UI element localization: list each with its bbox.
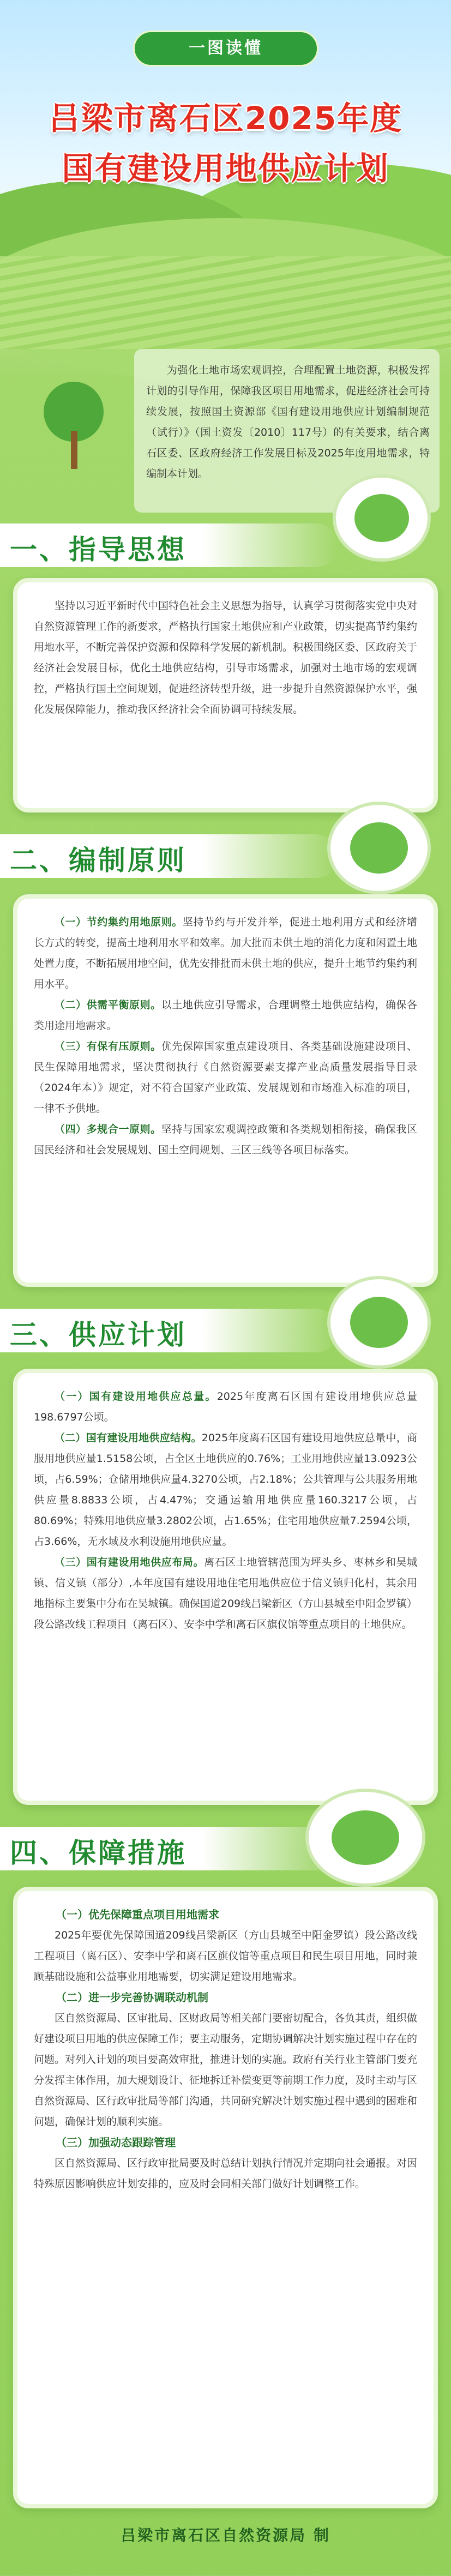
header-badge: 一图读懂 <box>133 31 318 67</box>
section-card-guiding <box>13 578 438 812</box>
supply-text: 2025年度离石区国有建设用地供应总量中，商服用地供应量1.5158公顷，占全区土地供应的0.76%；工业用地供应量13.0923公顷，占6.59%；仓储用地供应量4.3270公顷，占2.18%；公共管理与公共服务用地供应量8.8833公顷，占4.47%；交通运输用地供应量160.3217公顷，占80.69%；特殊用地供应量3.2802公顷，占1.65%；住宅用地供应量7.2594公顷，占3.66%，无水域及水利设施用地供应量。 <box>34 1432 417 1548</box>
supply-item <box>34 1428 417 1552</box>
island-inner <box>354 494 410 543</box>
tree-trunk <box>71 431 77 469</box>
principle-lead: （三）有保有压原则。 <box>55 1040 161 1052</box>
section-title: 三、供应计划 <box>10 1319 187 1351</box>
supply-text: 2025年度离石区国有建设用地供应总量198.6797公顷。 <box>34 1391 417 1423</box>
section-card-measures <box>13 1887 438 2508</box>
principle-lead: （二）供需平衡原则。 <box>55 999 161 1011</box>
principle-lead: （四）多规合一原则。 <box>55 1123 161 1135</box>
section-card-supply-plan <box>13 1369 438 1805</box>
hero-banner <box>0 0 451 349</box>
terrace-fields <box>0 256 451 349</box>
section-header-supply-plan <box>0 1309 338 1352</box>
principle-item <box>34 995 417 1036</box>
globe-inner <box>350 1297 408 1349</box>
guiding-text: 坚持以习近平新时代中国特色社会主义思想为指导，认真学习贯彻落实党中央对自然资源管理工作的新要求，严格执行国家土地供应和产业政策，切实提高节约集约用地水平，不断完善保护资源和保障科学发展的新机制。积极围绕区委、区政府关于经济社会发展目标，优化土地供应结构，引导市场需求，加强对土地市场的宏观调控，严格执行国土空间规划，促进经济转型升级，进一步提升自然资源保护水平，强化发展保障能力，推动我区经济社会全面协调可持续发展。 <box>34 600 418 715</box>
city-in-hands-icon <box>305 1789 425 1887</box>
section-title: 二、编制原则 <box>10 845 187 876</box>
measure-text: 区自然资源局、区审批局、区财政局等相关部门要密切配合，各负其责，组织做好建设项目用地的供应保障工作；要主动服务，定期协调解决计划实施过程中存在的问题。对列入计划的项目要高效审批，推进计划的实施。政府有关行业主管部门要充分发挥主体作用，加大规划设计、征地拆迁补偿变更等前期工作力度，及时主动与区自然资源局、区行政审批局等部门沟通，共同研究解决计划实施过程中遇到的困难和问题，确保计划的顺利实施。 <box>34 2012 418 2128</box>
measure-heading: （一）优先保障重点项目用地需求 <box>56 1908 219 1921</box>
intro-text: 为强化土地市场宏观调控，合理配置土地资源，积极发挥计划的引导作用，保障我区项目用地需求，促进经济社会可持续发展，按照国土资源部《国有建设用地供应计划编制规范（试行）》（国土资发〔2010〕117号）的有关要求，结合离石区委、区政府经济工作发展目标及2025年度用地需求，特编制本计划。 <box>146 364 430 480</box>
page-title-line1: 吕梁市离石区2025年度 <box>48 100 403 137</box>
page-title-line2: 国有建设用地供应计划 <box>62 150 389 187</box>
solar-field-icon <box>327 802 431 894</box>
section-title: 四、保障措施 <box>10 1837 187 1869</box>
section-header-measures <box>0 1827 338 1870</box>
supply-text: 离石区土地管辖范围为坪头乡、枣林乡和吴城镇、信义镇（部分）,本年度国有建设用地住宅用地供应位于信义镇归化村，其余用地指标主要集中分布在吴城镇。确保国道209线吕梁新区（方山县城至中阳金罗镇）段公路改线工程项目（离石区）、安李中学和离石区旗仪馆等重点项目的土地供应。 <box>34 1556 417 1630</box>
globe-hand-icon <box>327 1276 431 1369</box>
principle-lead: （一）节约集约用地原则。 <box>55 916 183 928</box>
measure-heading: （二）进一步完善协调联动机制 <box>56 1991 208 2004</box>
measure-text: 2025年要优先保障国道209线吕梁新区（方山县城至中阳金罗镇）段公路改线工程项目（离石区）、安李中学和离石区旗仪馆等重点项目和民生项目用地，同时兼顾基础设施和公益事业用地需要，切实满足建设用地需求。 <box>34 1929 417 1983</box>
section-title: 一、指导思想 <box>10 534 187 565</box>
supply-lead: （二）国有建设用地供应结构。 <box>55 1432 202 1444</box>
floating-island-icon <box>333 474 431 562</box>
principle-text: 优先保障国家重点建设项目、各类基础设施建设项目、民生保障用地需求，坚决贯彻执行《自然资源要素支撑产业高质量发展指导目录（2024年本）》规定，对不符合国家产业政策、发展规划和市场准入标准的项目，一律不予供地。 <box>34 1040 417 1115</box>
solar-inner <box>350 822 408 874</box>
principle-item <box>34 912 417 995</box>
principle-item <box>34 1119 417 1160</box>
principle-text: 坚持与国家宏观调控政策和各类规划相衔接，确保我区国民经济和社会发展规划、国土空间规划、三区三线等各项目标落实。 <box>34 1123 417 1156</box>
principle-text: 坚持节约与开发并举，促进土地利用方式和经济增长方式的转变，提高土地利用水平和效率。加大批而未供土地的消化力度和闲置土地处置力度，不断拓展用地空间，优先安排批而未供土地的供应，提升土地节约集约利用水平。 <box>34 916 418 990</box>
supply-lead: （一）国有建设用地供应总量。 <box>55 1391 217 1403</box>
supply-item <box>34 1386 417 1428</box>
measure-heading: （三）加强动态跟踪管理 <box>56 2136 176 2149</box>
section-header-principles <box>0 834 338 878</box>
principle-text: 以土地供应引导需求，合理调整土地供应结构，确保各类用途用地需求。 <box>34 999 417 1032</box>
city-inner <box>332 1810 400 1865</box>
section-header-guiding <box>0 523 338 567</box>
section-card-principles <box>13 894 438 1287</box>
tree-icon <box>33 371 115 480</box>
supply-item <box>34 1552 417 1635</box>
measure-text: 区自然资源局、区行政审批局要及时总结计划执行情况并定期向社会通报。对因特殊原因影响供应计划安排的，应及时会同相关部门做好计划调整工作。 <box>34 2157 418 2190</box>
principle-item <box>34 1036 417 1119</box>
supply-lead: （三）国有建设用地供应布局。 <box>55 1556 205 1568</box>
publisher-signature: 吕梁市离石区自然资源局 制 <box>121 2526 330 2544</box>
